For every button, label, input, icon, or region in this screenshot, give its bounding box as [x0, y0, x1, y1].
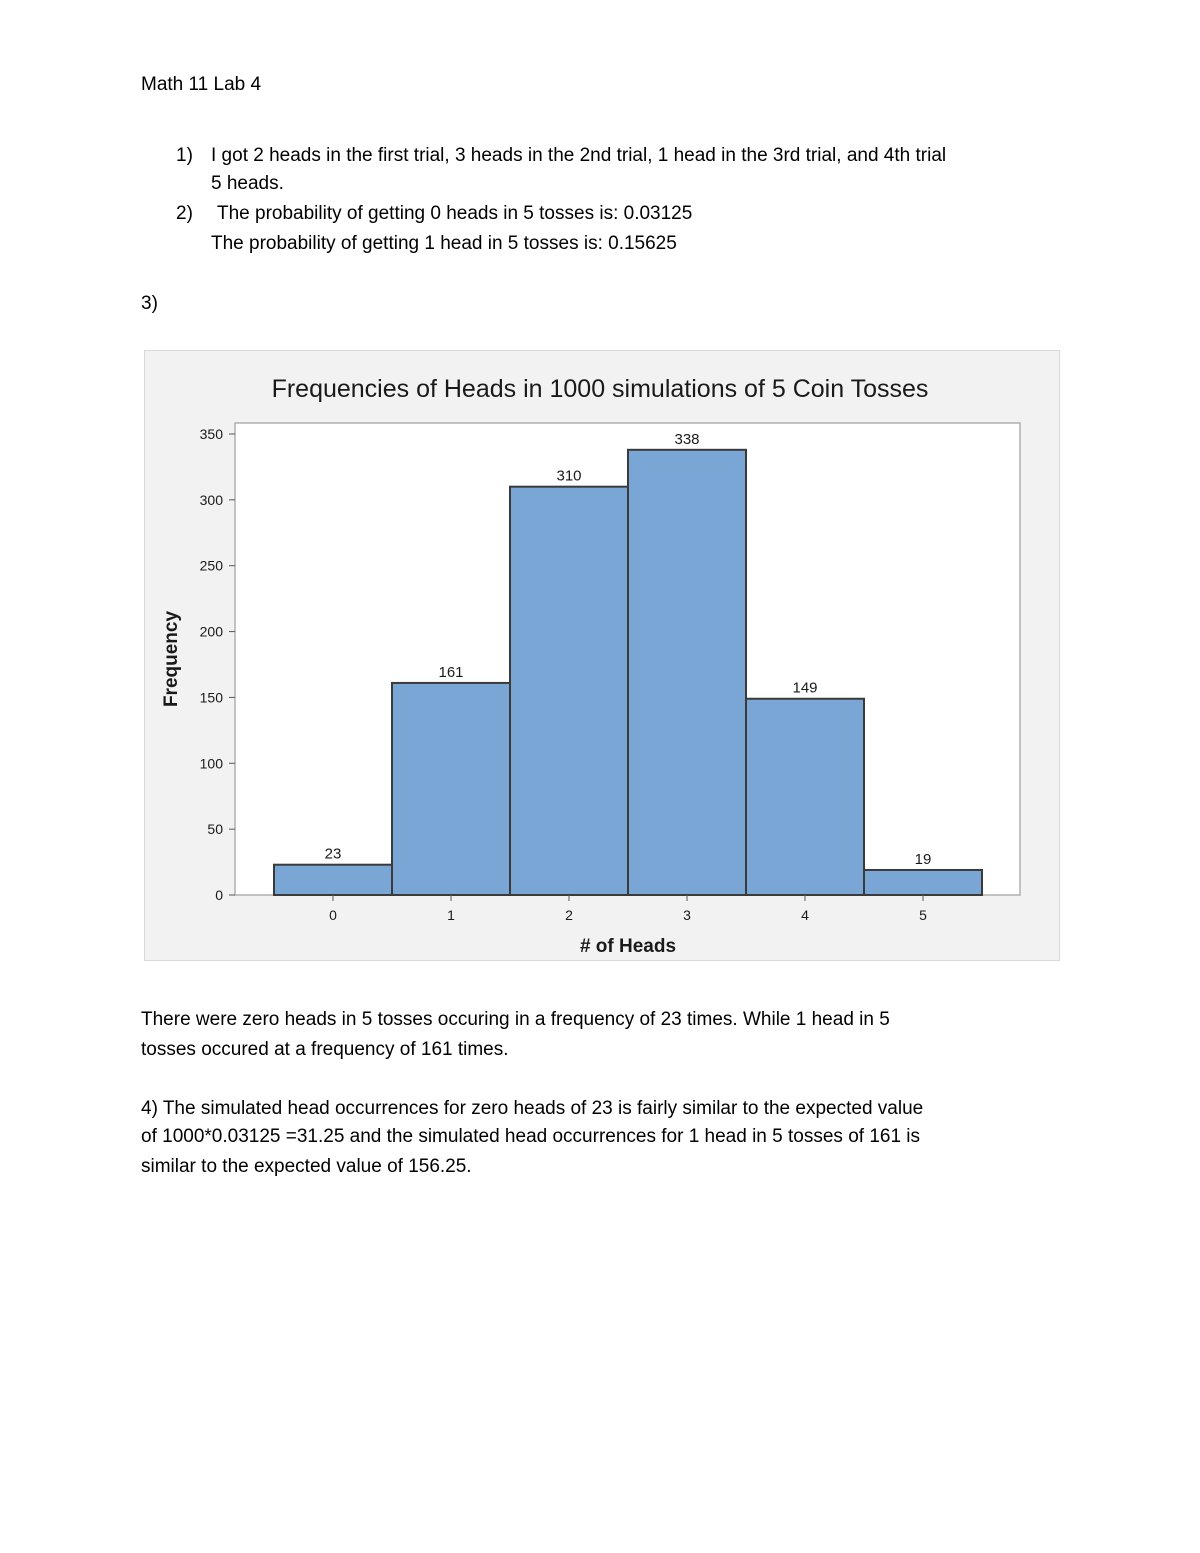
- bar-value-label: 338: [674, 430, 700, 448]
- y-axis-label: Frequency: [161, 610, 182, 708]
- y-tick-label: 150: [199, 689, 223, 706]
- y-tick-label: 100: [199, 755, 223, 772]
- document-header: Math 11 Lab 4: [141, 74, 262, 95]
- y-tick-label: 50: [207, 821, 223, 838]
- histogram-svg: [145, 351, 1061, 962]
- chart-title: Frequencies of Heads in 1000 simulations of 5 Coin Tosses: [271, 375, 929, 403]
- x-axis-ticks: [329, 895, 927, 923]
- x-tick-label: 2: [565, 907, 573, 923]
- bar-value-label: 19: [914, 850, 932, 868]
- bar-2: [510, 487, 628, 895]
- y-axis-ticks: [200, 426, 235, 903]
- bar-0: [274, 865, 392, 895]
- bar-value-label: 310: [556, 467, 582, 485]
- item-number-2: 2): [176, 203, 193, 224]
- bar-3: [628, 450, 746, 895]
- y-tick-label: 200: [199, 623, 223, 640]
- y-tick-label: 0: [215, 887, 223, 903]
- item-number-3: 3): [141, 293, 158, 314]
- paragraph-4-line-1: 4) The simulated head occurrences for zero heads of 23 is fairly similar to the expected value: [141, 1098, 924, 1119]
- bar-1: [392, 683, 510, 895]
- answer-2-line-2: The probability of getting 1 head in 5 tosses is: 0.15625: [211, 233, 677, 254]
- histogram-chart: [144, 350, 1060, 961]
- answer-2-line-1: The probability of getting 0 heads in 5 tosses is: 0.03125: [217, 203, 693, 224]
- answer-1-line-2: 5 heads.: [211, 173, 284, 194]
- paragraph-4-line-2: of 1000*0.03125 =31.25 and the simulated head occurrences for 1 head in 5 tosses of 161 is: [141, 1126, 921, 1147]
- x-axis-label: # of Heads: [579, 936, 677, 957]
- x-tick-label: 0: [329, 907, 337, 923]
- bar-4: [746, 699, 864, 895]
- paragraph-3-line-2: tosses occured at a frequency of 161 times.: [141, 1039, 509, 1060]
- y-tick-label: 350: [199, 426, 223, 442]
- y-tick-label: 300: [199, 491, 223, 508]
- bar-value-label: 23: [324, 845, 342, 863]
- paragraph-3-line-1: There were zero heads in 5 tosses occuring in a frequency of 23 times. While 1 head in 5: [141, 1009, 890, 1030]
- paragraph-4-line-3: similar to the expected value of 156.25.: [141, 1156, 472, 1177]
- x-tick-label: 5: [919, 907, 927, 923]
- bar-value-label: 161: [438, 663, 464, 681]
- y-tick-label: 250: [199, 557, 223, 574]
- bar-5: [864, 870, 982, 895]
- answer-1-line-1: I got 2 heads in the first trial, 3 heads in the 2nd trial, 1 head in the 3rd trial, and 4th trial: [211, 145, 947, 166]
- x-tick-label: 3: [683, 907, 691, 923]
- x-tick-label: 1: [447, 907, 455, 923]
- item-number-1: 1): [176, 145, 193, 166]
- bar-value-label: 149: [792, 679, 818, 697]
- x-tick-label: 4: [801, 907, 809, 923]
